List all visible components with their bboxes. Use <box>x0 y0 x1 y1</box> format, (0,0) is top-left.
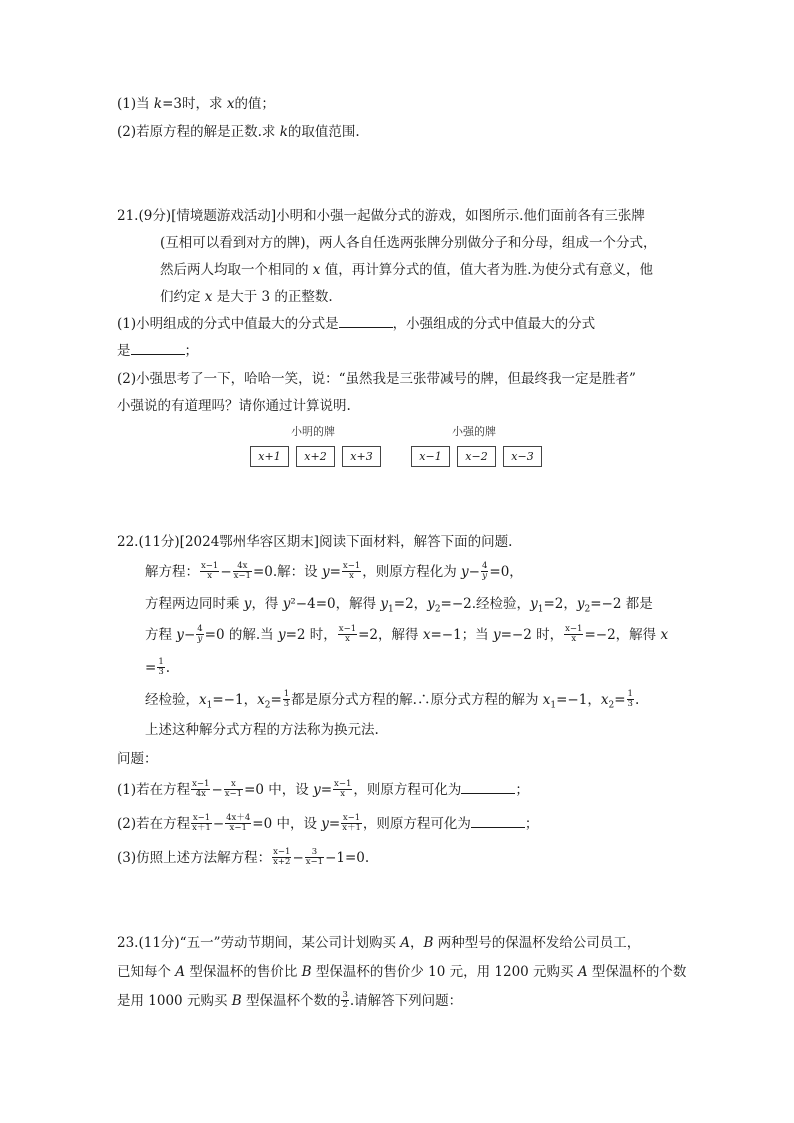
p21-question-2b: 小强说的有道理吗？请你通过计算说明. <box>117 398 351 414</box>
qiang-card-3: x−3 <box>503 446 542 467</box>
p22-title: 22.(11分)[2024鄂州华容区期末]阅读下面材料，解答下面的问题. <box>117 534 513 550</box>
p22-questions-heading: 问题： <box>117 751 158 767</box>
p20-question-1: (1)当 k=3时，求 x的值； <box>117 96 275 112</box>
p21-text-2: (互相可以看到对方的牌)，两人各自任选两张牌分别做分子和分母，组成一个分式， <box>160 235 657 251</box>
p22-solution-line-1: 解方程： $\frac{x-1}{x}$ − $\frac{4x}{x-1}$ =0.解：设 y= $\frac{x-1}{x}$ ，则原方程化为 y− $\frac{4}{y}$ =0， <box>145 561 523 581</box>
p21-question-1a: (1)小明组成的分式中值最大的分式是 ，小强组成的分式中值最大的分式 <box>117 316 596 332</box>
p22-solution-line-3: 方程 y− $\frac{4}{y}$ =0 的解.当 y=2 时， $\frac{x-1}{x}$ =2，解得 x=−1；当 y=−2 时， $\frac{x-1}{x}$ =−2，解得 x <box>145 624 669 644</box>
p20-question-2: (2)若原方程的解是正数.求 k的取值范围. <box>117 124 360 140</box>
p23-text-3: 是用 1000 元购买 B 型保温杯个数的 $\frac{3}{2}$ .请解答下列问题： <box>117 990 463 1010</box>
p21-text-3: 然后两人均取一个相同的 x 值，再计算分式的值，值大者为胜.为使分式有意义，他 <box>160 262 654 278</box>
answer-blank <box>471 814 525 828</box>
p21-text-4: 们约定 x 是大于 3 的正整数. <box>160 289 333 305</box>
ming-card-2: x+2 <box>296 446 335 467</box>
answer-blank <box>461 780 515 794</box>
ming-card-1: x+1 <box>250 446 289 467</box>
p22-question-2: (2)若在方程 $\frac{x-1}{x+1}$ − $\frac{4x+4}{x-1}$ =0 中，设 y= $\frac{x-1}{x+1}$ ，则原方程可化为 ； <box>117 813 539 833</box>
p22-solution-line-2: 方程两边同时乘 y，得 y²−4=0，解得 $y_1=2$，$y_2=-2$.经检验，$y_1=2$，$y_2=-2$ 都是 <box>145 596 653 615</box>
p21-question-1b: 是 ； <box>117 343 198 359</box>
p23-text-1: 23.(11分)“五一”劳动节期间，某公司计划购买 A，B 两种型号的保温杯发给公司员工， <box>117 935 641 951</box>
p22-method-note: 上述这种解分式方程的方法称为换元法. <box>145 722 379 738</box>
p22-solution-line-5: 经检验，$x_1=-1$，$x_2=$ $\frac{1}{3}$ 都是原分式方程的解.∴原分式方程的解为 $x_1=-1$，$x_2=$ $\frac{1}{3}$ . <box>145 689 640 711</box>
p22-solution-line-4: = $\frac{1}{3}$ . <box>145 657 171 677</box>
p21-title: 21.(9分)[情境题游戏活动]小明和小强一起做分式的游戏，如图所示.他们面前各有三张牌 <box>117 208 645 224</box>
ming-cards-label: 小明的牌 <box>291 425 335 438</box>
p23-text-2: 已知每个 A 型保温杯的售价比 B 型保温杯的售价少 10 元，用 1200 元购买 A 型保温杯的个数 <box>117 964 687 980</box>
p22-question-1: (1)若在方程 $\frac{x-1}{4x}$ − $\frac{x}{x-1}$ =0 中，设 y= $\frac{x-1}{x}$ ，则原方程可化为 ； <box>117 779 529 799</box>
qiang-card-2: x−2 <box>457 446 496 467</box>
qiang-cards-label: 小强的牌 <box>452 425 496 438</box>
p21-question-2a: (2)小强思考了一下，哈哈一笑，说：“虽然我是三张带减号的牌，但最终我一定是胜者” <box>117 371 636 387</box>
ming-card-3: x+3 <box>342 446 381 467</box>
p22-question-3: (3)仿照上述方法解方程： $\frac{x-1}{x+2}$ − $\frac{3}{x-1}$ −1=0. <box>117 847 370 867</box>
qiang-card-1: x−1 <box>411 446 450 467</box>
answer-blank <box>339 314 393 328</box>
answer-blank <box>131 341 185 355</box>
